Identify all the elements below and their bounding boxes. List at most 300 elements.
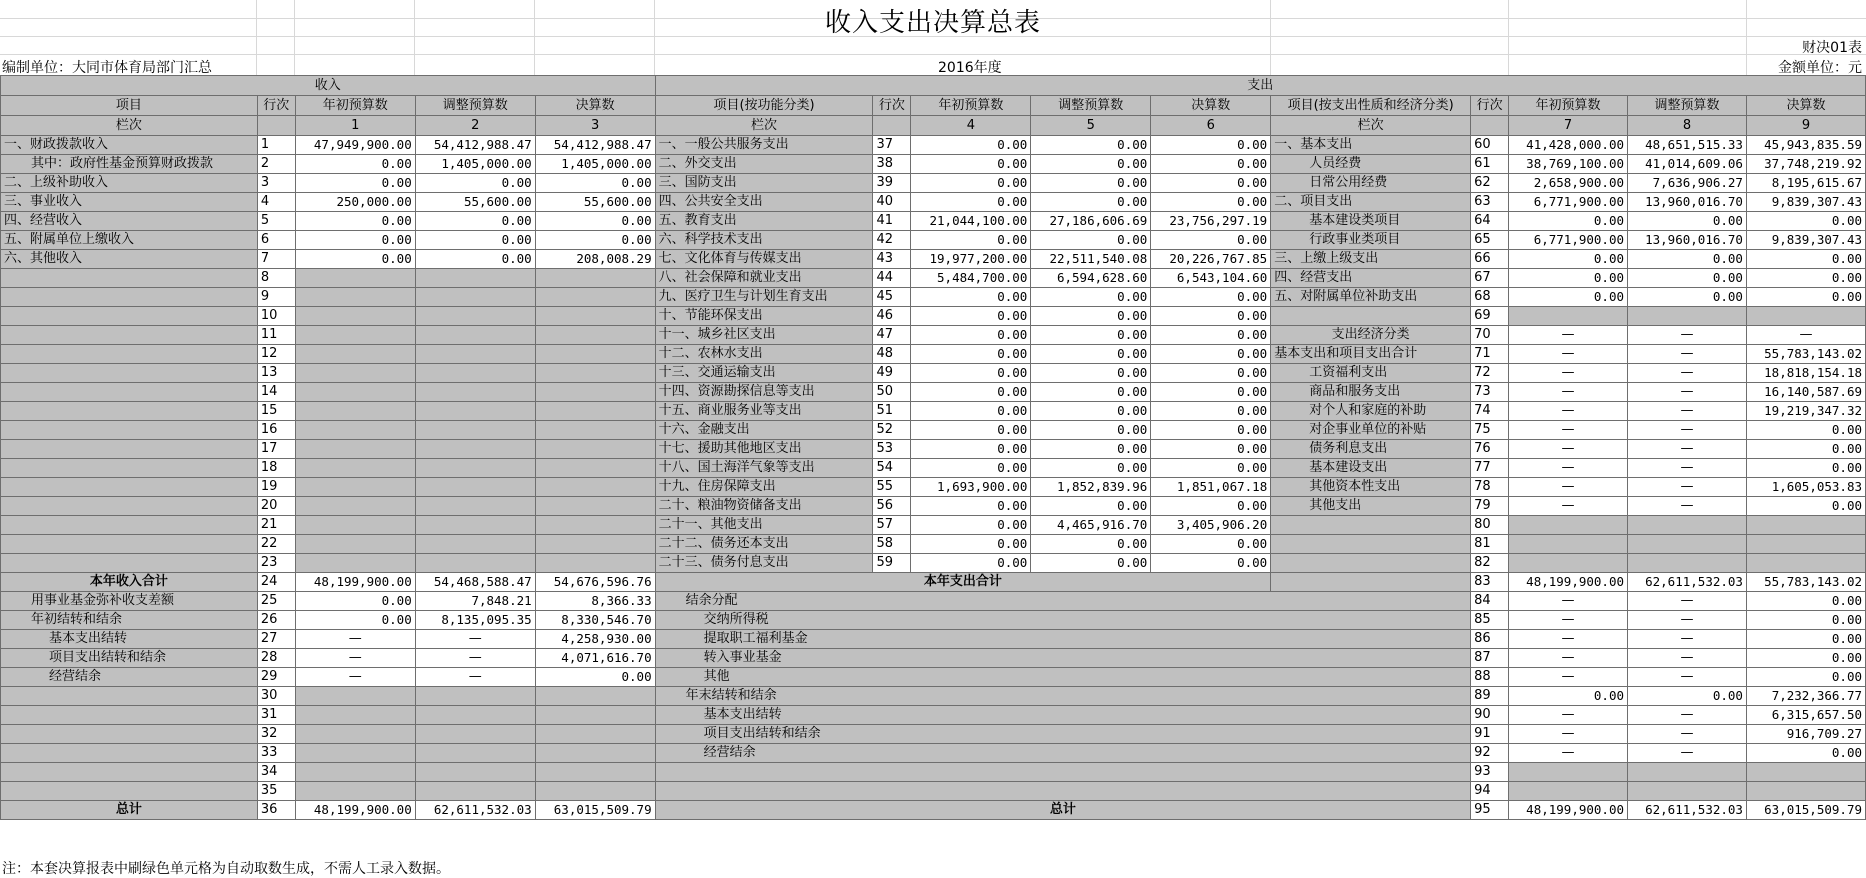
expense-budget-adj[interactable]: 27,186,606.69 [1031, 212, 1151, 231]
income-budget-init[interactable] [295, 725, 415, 744]
row-number[interactable]: 36 [257, 801, 295, 820]
income-final[interactable] [535, 478, 655, 497]
income-final[interactable]: 208,008.29 [535, 250, 655, 269]
income-item[interactable] [1, 763, 258, 782]
income-item[interactable] [1, 478, 258, 497]
expense-final[interactable]: 916,709.27 [1746, 725, 1865, 744]
row-number[interactable]: 84 [1471, 592, 1509, 611]
expense-econ-item[interactable]: 二、项目支出 [1271, 193, 1471, 212]
income-final[interactable]: 54,412,988.47 [535, 136, 655, 155]
income-final[interactable] [535, 459, 655, 478]
income-budget-adj[interactable] [415, 307, 535, 326]
row-number[interactable]: 85 [1471, 611, 1509, 630]
income-budget-adj[interactable]: 8,135,095.35 [415, 611, 535, 630]
income-final[interactable]: 0.00 [535, 668, 655, 687]
expense-econ-item[interactable] [1271, 516, 1471, 535]
econ-budget-adj[interactable]: 13,960,016.70 [1628, 193, 1747, 212]
column-index[interactable]: 3 [535, 116, 655, 136]
income-budget-adj[interactable] [415, 459, 535, 478]
income-final[interactable] [535, 326, 655, 345]
expense-item[interactable]: 经营结余 [655, 744, 1471, 763]
row-number[interactable]: 53 [873, 440, 911, 459]
column-index[interactable] [873, 116, 911, 136]
income-item[interactable]: 项目支出结转和结余 [1, 649, 258, 668]
column-header[interactable]: 行次 [257, 96, 295, 116]
row-number[interactable]: 1 [257, 136, 295, 155]
income-item[interactable]: 其中：政府性基金预算财政拨款 [1, 155, 258, 174]
column-header[interactable]: 年初预算数 [911, 96, 1031, 116]
income-item[interactable] [1, 402, 258, 421]
income-budget-init[interactable] [295, 687, 415, 706]
column-index[interactable]: 8 [1628, 116, 1747, 136]
expense-budget-adj[interactable]: 1,852,839.96 [1031, 478, 1151, 497]
income-final[interactable] [535, 307, 655, 326]
econ-budget-init[interactable]: — [1509, 440, 1628, 459]
econ-budget-adj[interactable]: — [1628, 497, 1747, 516]
income-budget-adj[interactable] [415, 782, 535, 801]
income-budget-init[interactable]: — [295, 630, 415, 649]
econ-final[interactable]: 1,605,053.83 [1746, 478, 1865, 497]
expense-budget-init[interactable] [1509, 782, 1628, 801]
expense-final[interactable]: 6,543,104.60 [1151, 269, 1271, 288]
expense-final[interactable]: 0.00 [1151, 193, 1271, 212]
row-number[interactable]: 39 [873, 174, 911, 193]
expense-econ-item[interactable]: 工资福利支出 [1271, 364, 1471, 383]
econ-budget-adj[interactable] [1628, 554, 1747, 573]
row-number[interactable]: 87 [1471, 649, 1509, 668]
income-item[interactable] [1, 345, 258, 364]
econ-budget-adj[interactable] [1628, 535, 1747, 554]
column-header[interactable]: 决算数 [535, 96, 655, 116]
income-item[interactable] [1, 744, 258, 763]
expense-final[interactable]: 0.00 [1151, 231, 1271, 250]
expense-budget-adj[interactable]: 0.00 [1031, 440, 1151, 459]
grand-total-expense-label[interactable]: 总计 [655, 801, 1471, 820]
income-budget-init[interactable]: 0.00 [295, 592, 415, 611]
expense-final[interactable]: 7,232,366.77 [1746, 687, 1865, 706]
econ-final[interactable]: 9,839,307.43 [1746, 231, 1865, 250]
expense-final[interactable]: 0.00 [1151, 136, 1271, 155]
column-header[interactable]: 项目(按支出性质和经济分类) [1271, 96, 1471, 116]
econ-final[interactable]: 0.00 [1746, 459, 1865, 478]
econ-final[interactable]: 8,195,615.67 [1746, 174, 1865, 193]
income-budget-adj[interactable] [415, 345, 535, 364]
income-budget-init[interactable] [295, 763, 415, 782]
column-index[interactable] [1471, 116, 1509, 136]
income-budget-adj[interactable] [415, 763, 535, 782]
expense-final[interactable] [1746, 782, 1865, 801]
column-index[interactable]: 5 [1031, 116, 1151, 136]
expense-func-item[interactable]: 二十、粮油物资储备支出 [655, 497, 873, 516]
income-item[interactable] [1, 383, 258, 402]
column-header[interactable]: 决算数 [1746, 96, 1865, 116]
income-budget-init[interactable] [295, 478, 415, 497]
income-budget-init[interactable] [295, 345, 415, 364]
expense-budget-adj[interactable]: 0.00 [1031, 288, 1151, 307]
expense-final[interactable]: 0.00 [1151, 383, 1271, 402]
expense-final[interactable]: 0.00 [1151, 364, 1271, 383]
grand-total-expense-adj[interactable]: 62,611,532.03 [1628, 801, 1747, 820]
expense-econ-item[interactable]: 日常公用经费 [1271, 174, 1471, 193]
income-item[interactable] [1, 706, 258, 725]
expense-budget-init[interactable]: 0.00 [911, 516, 1031, 535]
econ-final[interactable]: 0.00 [1746, 212, 1865, 231]
row-number[interactable]: 25 [257, 592, 295, 611]
column-header[interactable]: 决算数 [1151, 96, 1271, 116]
row-number[interactable]: 60 [1471, 136, 1509, 155]
row-number[interactable]: 62 [1471, 174, 1509, 193]
expense-budget-init[interactable]: — [1509, 649, 1628, 668]
econ-final[interactable]: 0.00 [1746, 421, 1865, 440]
expense-final[interactable]: 0.00 [1151, 174, 1271, 193]
expense-func-item[interactable]: 七、文化体育与传媒支出 [655, 250, 873, 269]
econ-budget-adj[interactable]: 41,014,609.06 [1628, 155, 1747, 174]
econ-budget-adj[interactable] [1628, 307, 1747, 326]
income-item[interactable] [1, 421, 258, 440]
row-number[interactable]: 89 [1471, 687, 1509, 706]
econ-budget-adj[interactable]: — [1628, 383, 1747, 402]
row-number[interactable]: 90 [1471, 706, 1509, 725]
expense-budget-adj[interactable]: — [1628, 744, 1747, 763]
expense-final[interactable]: 0.00 [1151, 459, 1271, 478]
income-budget-init[interactable] [295, 554, 415, 573]
income-final[interactable] [535, 497, 655, 516]
expense-budget-adj[interactable]: 0.00 [1031, 402, 1151, 421]
econ-budget-adj[interactable]: 0.00 [1628, 288, 1747, 307]
expense-budget-init[interactable]: 0.00 [911, 383, 1031, 402]
econ-budget-init[interactable]: — [1509, 459, 1628, 478]
income-final[interactable]: 1,405,000.00 [535, 155, 655, 174]
expense-func-item[interactable]: 六、科学技术支出 [655, 231, 873, 250]
expense-final[interactable]: 0.00 [1746, 630, 1865, 649]
econ-final[interactable]: 45,943,835.59 [1746, 136, 1865, 155]
expense-final[interactable]: 0.00 [1151, 288, 1271, 307]
econ-final[interactable] [1746, 516, 1865, 535]
column-index[interactable]: 6 [1151, 116, 1271, 136]
row-number[interactable]: 21 [257, 516, 295, 535]
income-total-final[interactable]: 54,676,596.76 [535, 573, 655, 592]
expense-budget-adj[interactable]: 0.00 [1031, 193, 1151, 212]
row-number[interactable]: 14 [257, 383, 295, 402]
row-number[interactable]: 26 [257, 611, 295, 630]
expense-budget-init[interactable]: — [1509, 744, 1628, 763]
expense-budget-init[interactable]: 1,693,900.00 [911, 478, 1031, 497]
row-number[interactable]: 43 [873, 250, 911, 269]
grand-total-expense-init[interactable]: 48,199,900.00 [1509, 801, 1628, 820]
income-final[interactable] [535, 782, 655, 801]
expense-econ-item[interactable]: 四、经营支出 [1271, 269, 1471, 288]
expense-budget-adj[interactable]: 0.00 [1031, 421, 1151, 440]
row-number[interactable]: 94 [1471, 782, 1509, 801]
row-number[interactable]: 31 [257, 706, 295, 725]
income-budget-adj[interactable]: 55,600.00 [415, 193, 535, 212]
expense-func-item[interactable]: 二、外交支出 [655, 155, 873, 174]
expense-econ-item[interactable]: 其他支出 [1271, 497, 1471, 516]
income-budget-init[interactable]: 47,949,900.00 [295, 136, 415, 155]
income-final[interactable] [535, 364, 655, 383]
expense-func-item[interactable]: 十九、住房保障支出 [655, 478, 873, 497]
income-final[interactable] [535, 535, 655, 554]
econ-budget-init[interactable]: — [1509, 383, 1628, 402]
expense-budget-adj[interactable]: 0.00 [1628, 687, 1747, 706]
expense-final[interactable]: 0.00 [1151, 326, 1271, 345]
expense-budget-adj[interactable]: — [1628, 668, 1747, 687]
expense-item[interactable] [655, 763, 1471, 782]
expense-budget-adj[interactable]: — [1628, 725, 1747, 744]
column-header[interactable]: 调整预算数 [1031, 96, 1151, 116]
row-number[interactable]: 80 [1471, 516, 1509, 535]
column-header[interactable]: 调整预算数 [415, 96, 535, 116]
econ-final[interactable] [1746, 535, 1865, 554]
income-final[interactable] [535, 554, 655, 573]
expense-budget-init[interactable]: 0.00 [911, 155, 1031, 174]
expense-budget-init[interactable]: 21,044,100.00 [911, 212, 1031, 231]
row-number[interactable]: 74 [1471, 402, 1509, 421]
econ-budget-adj[interactable]: 0.00 [1628, 212, 1747, 231]
expense-econ-item[interactable]: 三、上缴上级支出 [1271, 250, 1471, 269]
income-budget-adj[interactable]: 7,848.21 [415, 592, 535, 611]
income-final[interactable] [535, 440, 655, 459]
row-number[interactable]: 65 [1471, 231, 1509, 250]
income-final[interactable]: 0.00 [535, 212, 655, 231]
income-item[interactable] [1, 535, 258, 554]
row-number[interactable]: 42 [873, 231, 911, 250]
column-index[interactable]: 2 [415, 116, 535, 136]
row-number[interactable]: 35 [257, 782, 295, 801]
income-budget-adj[interactable] [415, 687, 535, 706]
econ-budget-init[interactable]: — [1509, 421, 1628, 440]
income-budget-adj[interactable] [415, 535, 535, 554]
income-budget-init[interactable] [295, 326, 415, 345]
income-final[interactable]: 4,071,616.70 [535, 649, 655, 668]
row-number[interactable]: 10 [257, 307, 295, 326]
expense-final[interactable]: 0.00 [1151, 535, 1271, 554]
column-header[interactable]: 行次 [1471, 96, 1509, 116]
header-income[interactable]: 收入 [1, 76, 656, 96]
expense-total-final[interactable]: 55,783,143.02 [1746, 573, 1865, 592]
row-number[interactable]: 68 [1471, 288, 1509, 307]
expense-budget-init[interactable]: 0.00 [911, 402, 1031, 421]
income-item[interactable]: 年初结转和结余 [1, 611, 258, 630]
expense-budget-init[interactable]: — [1509, 611, 1628, 630]
row-number[interactable]: 13 [257, 364, 295, 383]
expense-budget-adj[interactable]: 0.00 [1031, 383, 1151, 402]
income-budget-init[interactable]: — [295, 668, 415, 687]
expense-func-item[interactable]: 五、教育支出 [655, 212, 873, 231]
expense-budget-init[interactable]: 0.00 [911, 136, 1031, 155]
income-item[interactable] [1, 326, 258, 345]
row-number[interactable]: 23 [257, 554, 295, 573]
income-budget-init[interactable] [295, 269, 415, 288]
income-final[interactable] [535, 706, 655, 725]
expense-budget-init[interactable]: 0.00 [911, 307, 1031, 326]
income-item[interactable] [1, 288, 258, 307]
expense-func-item[interactable]: 三、国防支出 [655, 174, 873, 193]
econ-budget-init[interactable]: — [1509, 326, 1628, 345]
expense-final[interactable]: 3,405,906.20 [1151, 516, 1271, 535]
income-budget-init[interactable] [295, 459, 415, 478]
econ-budget-init[interactable] [1509, 516, 1628, 535]
income-budget-adj[interactable] [415, 725, 535, 744]
econ-budget-adj[interactable]: — [1628, 364, 1747, 383]
econ-budget-init[interactable]: — [1509, 402, 1628, 421]
expense-budget-adj[interactable]: 0.00 [1031, 231, 1151, 250]
expense-func-item[interactable]: 一、一般公共服务支出 [655, 136, 873, 155]
row-number[interactable]: 15 [257, 402, 295, 421]
income-budget-init[interactable] [295, 440, 415, 459]
econ-final[interactable]: 55,783,143.02 [1746, 345, 1865, 364]
expense-budget-init[interactable]: 0.00 [911, 345, 1031, 364]
expense-final[interactable]: 0.00 [1746, 611, 1865, 630]
income-budget-adj[interactable] [415, 402, 535, 421]
income-budget-init[interactable]: 250,000.00 [295, 193, 415, 212]
income-final[interactable] [535, 288, 655, 307]
econ-budget-init[interactable] [1509, 307, 1628, 326]
row-number[interactable]: 40 [873, 193, 911, 212]
econ-final[interactable]: 18,818,154.18 [1746, 364, 1865, 383]
grand-total-income-init[interactable]: 48,199,900.00 [295, 801, 415, 820]
econ-budget-adj[interactable]: — [1628, 402, 1747, 421]
expense-budget-adj[interactable]: 0.00 [1031, 345, 1151, 364]
income-budget-init[interactable] [295, 421, 415, 440]
income-item[interactable] [1, 725, 258, 744]
row-number[interactable]: 7 [257, 250, 295, 269]
income-budget-adj[interactable]: — [415, 630, 535, 649]
income-item[interactable] [1, 516, 258, 535]
econ-final[interactable]: 37,748,219.92 [1746, 155, 1865, 174]
expense-budget-init[interactable]: — [1509, 706, 1628, 725]
econ-final[interactable]: 19,219,347.32 [1746, 402, 1865, 421]
expense-final[interactable]: 0.00 [1151, 497, 1271, 516]
expense-final[interactable]: 0.00 [1151, 440, 1271, 459]
column-index[interactable]: 栏次 [655, 116, 873, 136]
econ-budget-adj[interactable]: 48,651,515.33 [1628, 136, 1747, 155]
income-budget-init[interactable] [295, 364, 415, 383]
econ-budget-adj[interactable]: — [1628, 440, 1747, 459]
expense-budget-adj[interactable]: 0.00 [1031, 326, 1151, 345]
expense-econ-item[interactable]: 对企事业单位的补贴 [1271, 421, 1471, 440]
econ-budget-init[interactable] [1509, 554, 1628, 573]
expense-budget-init[interactable]: 0.00 [911, 421, 1031, 440]
econ-budget-init[interactable]: 0.00 [1509, 250, 1628, 269]
expense-func-item[interactable]: 十六、金融支出 [655, 421, 873, 440]
row-number[interactable]: 79 [1471, 497, 1509, 516]
income-item[interactable] [1, 687, 258, 706]
expense-final[interactable]: 6,315,657.50 [1746, 706, 1865, 725]
expense-func-item[interactable]: 十八、国土海洋气象等支出 [655, 459, 873, 478]
econ-budget-init[interactable]: 0.00 [1509, 288, 1628, 307]
expense-budget-init[interactable]: 0.00 [911, 288, 1031, 307]
expense-func-item[interactable]: 十四、资源勘探信息等支出 [655, 383, 873, 402]
row-number[interactable]: 49 [873, 364, 911, 383]
income-budget-init[interactable]: 0.00 [295, 212, 415, 231]
econ-budget-init[interactable]: 6,771,900.00 [1509, 193, 1628, 212]
income-total-label[interactable]: 本年收入合计 [1, 573, 258, 592]
row-number[interactable]: 88 [1471, 668, 1509, 687]
row-number[interactable]: 12 [257, 345, 295, 364]
row-number[interactable]: 73 [1471, 383, 1509, 402]
income-budget-adj[interactable] [415, 421, 535, 440]
income-budget-init[interactable]: 0.00 [295, 250, 415, 269]
expense-budget-init[interactable]: 0.00 [911, 326, 1031, 345]
econ-budget-adj[interactable] [1628, 516, 1747, 535]
expense-final[interactable]: 0.00 [1151, 402, 1271, 421]
expense-econ-item[interactable] [1271, 554, 1471, 573]
row-number[interactable]: 20 [257, 497, 295, 516]
expense-final[interactable]: 0.00 [1151, 421, 1271, 440]
econ-budget-adj[interactable]: — [1628, 326, 1747, 345]
income-final[interactable]: 8,330,546.70 [535, 611, 655, 630]
income-final[interactable] [535, 269, 655, 288]
income-budget-adj[interactable] [415, 497, 535, 516]
expense-budget-init[interactable]: 0.00 [911, 174, 1031, 193]
row-number[interactable]: 41 [873, 212, 911, 231]
econ-budget-adj[interactable]: — [1628, 421, 1747, 440]
expense-econ-item[interactable]: 一、基本支出 [1271, 136, 1471, 155]
expense-budget-adj[interactable]: 0.00 [1031, 459, 1151, 478]
econ-budget-adj[interactable]: 13,960,016.70 [1628, 231, 1747, 250]
row-number[interactable]: 47 [873, 326, 911, 345]
expense-budget-init[interactable]: 5,484,700.00 [911, 269, 1031, 288]
econ-budget-init[interactable]: 41,428,000.00 [1509, 136, 1628, 155]
row-number[interactable]: 38 [873, 155, 911, 174]
income-item[interactable]: 用事业基金弥补收支差额 [1, 592, 258, 611]
expense-econ-item[interactable]: 行政事业类项目 [1271, 231, 1471, 250]
column-header[interactable]: 项目(按功能分类) [655, 96, 873, 116]
expense-final[interactable]: 0.00 [1746, 744, 1865, 763]
income-budget-init[interactable]: 0.00 [295, 174, 415, 193]
econ-final[interactable]: 0.00 [1746, 288, 1865, 307]
row-number[interactable]: 3 [257, 174, 295, 193]
row-number[interactable]: 30 [257, 687, 295, 706]
grand-total-expense-final[interactable]: 63,015,509.79 [1746, 801, 1865, 820]
income-final[interactable] [535, 725, 655, 744]
income-budget-adj[interactable]: 54,412,988.47 [415, 136, 535, 155]
income-budget-init[interactable] [295, 516, 415, 535]
econ-budget-init[interactable]: 6,771,900.00 [1509, 231, 1628, 250]
expense-final[interactable]: 0.00 [1746, 649, 1865, 668]
row-number[interactable]: 2 [257, 155, 295, 174]
income-item[interactable]: 三、事业收入 [1, 193, 258, 212]
expense-budget-adj[interactable]: 6,594,628.60 [1031, 269, 1151, 288]
income-budget-adj[interactable]: 0.00 [415, 231, 535, 250]
expense-budget-adj[interactable]: 0.00 [1031, 554, 1151, 573]
expense-budget-init[interactable]: — [1509, 725, 1628, 744]
income-budget-adj[interactable]: 0.00 [415, 250, 535, 269]
grand-total-income-label[interactable]: 总计 [1, 801, 258, 820]
row-number[interactable]: 66 [1471, 250, 1509, 269]
econ-budget-adj[interactable]: 0.00 [1628, 250, 1747, 269]
income-item[interactable] [1, 269, 258, 288]
income-budget-adj[interactable]: 0.00 [415, 174, 535, 193]
econ-budget-init[interactable]: — [1509, 497, 1628, 516]
column-index[interactable] [257, 116, 295, 136]
expense-item[interactable]: 其他 [655, 668, 1471, 687]
income-budget-init[interactable]: 0.00 [295, 611, 415, 630]
row-number[interactable]: 72 [1471, 364, 1509, 383]
income-final[interactable]: 8,366.33 [535, 592, 655, 611]
expense-total-adj[interactable]: 62,611,532.03 [1628, 573, 1747, 592]
expense-item[interactable]: 提取职工福利基金 [655, 630, 1471, 649]
row-number[interactable]: 32 [257, 725, 295, 744]
income-final[interactable] [535, 383, 655, 402]
row-number[interactable]: 93 [1471, 763, 1509, 782]
expense-budget-adj[interactable] [1628, 782, 1747, 801]
income-budget-init[interactable] [295, 307, 415, 326]
expense-final[interactable]: 1,851,067.18 [1151, 478, 1271, 497]
expense-budget-init[interactable]: 0.00 [911, 554, 1031, 573]
expense-func-item[interactable]: 十一、城乡社区支出 [655, 326, 873, 345]
